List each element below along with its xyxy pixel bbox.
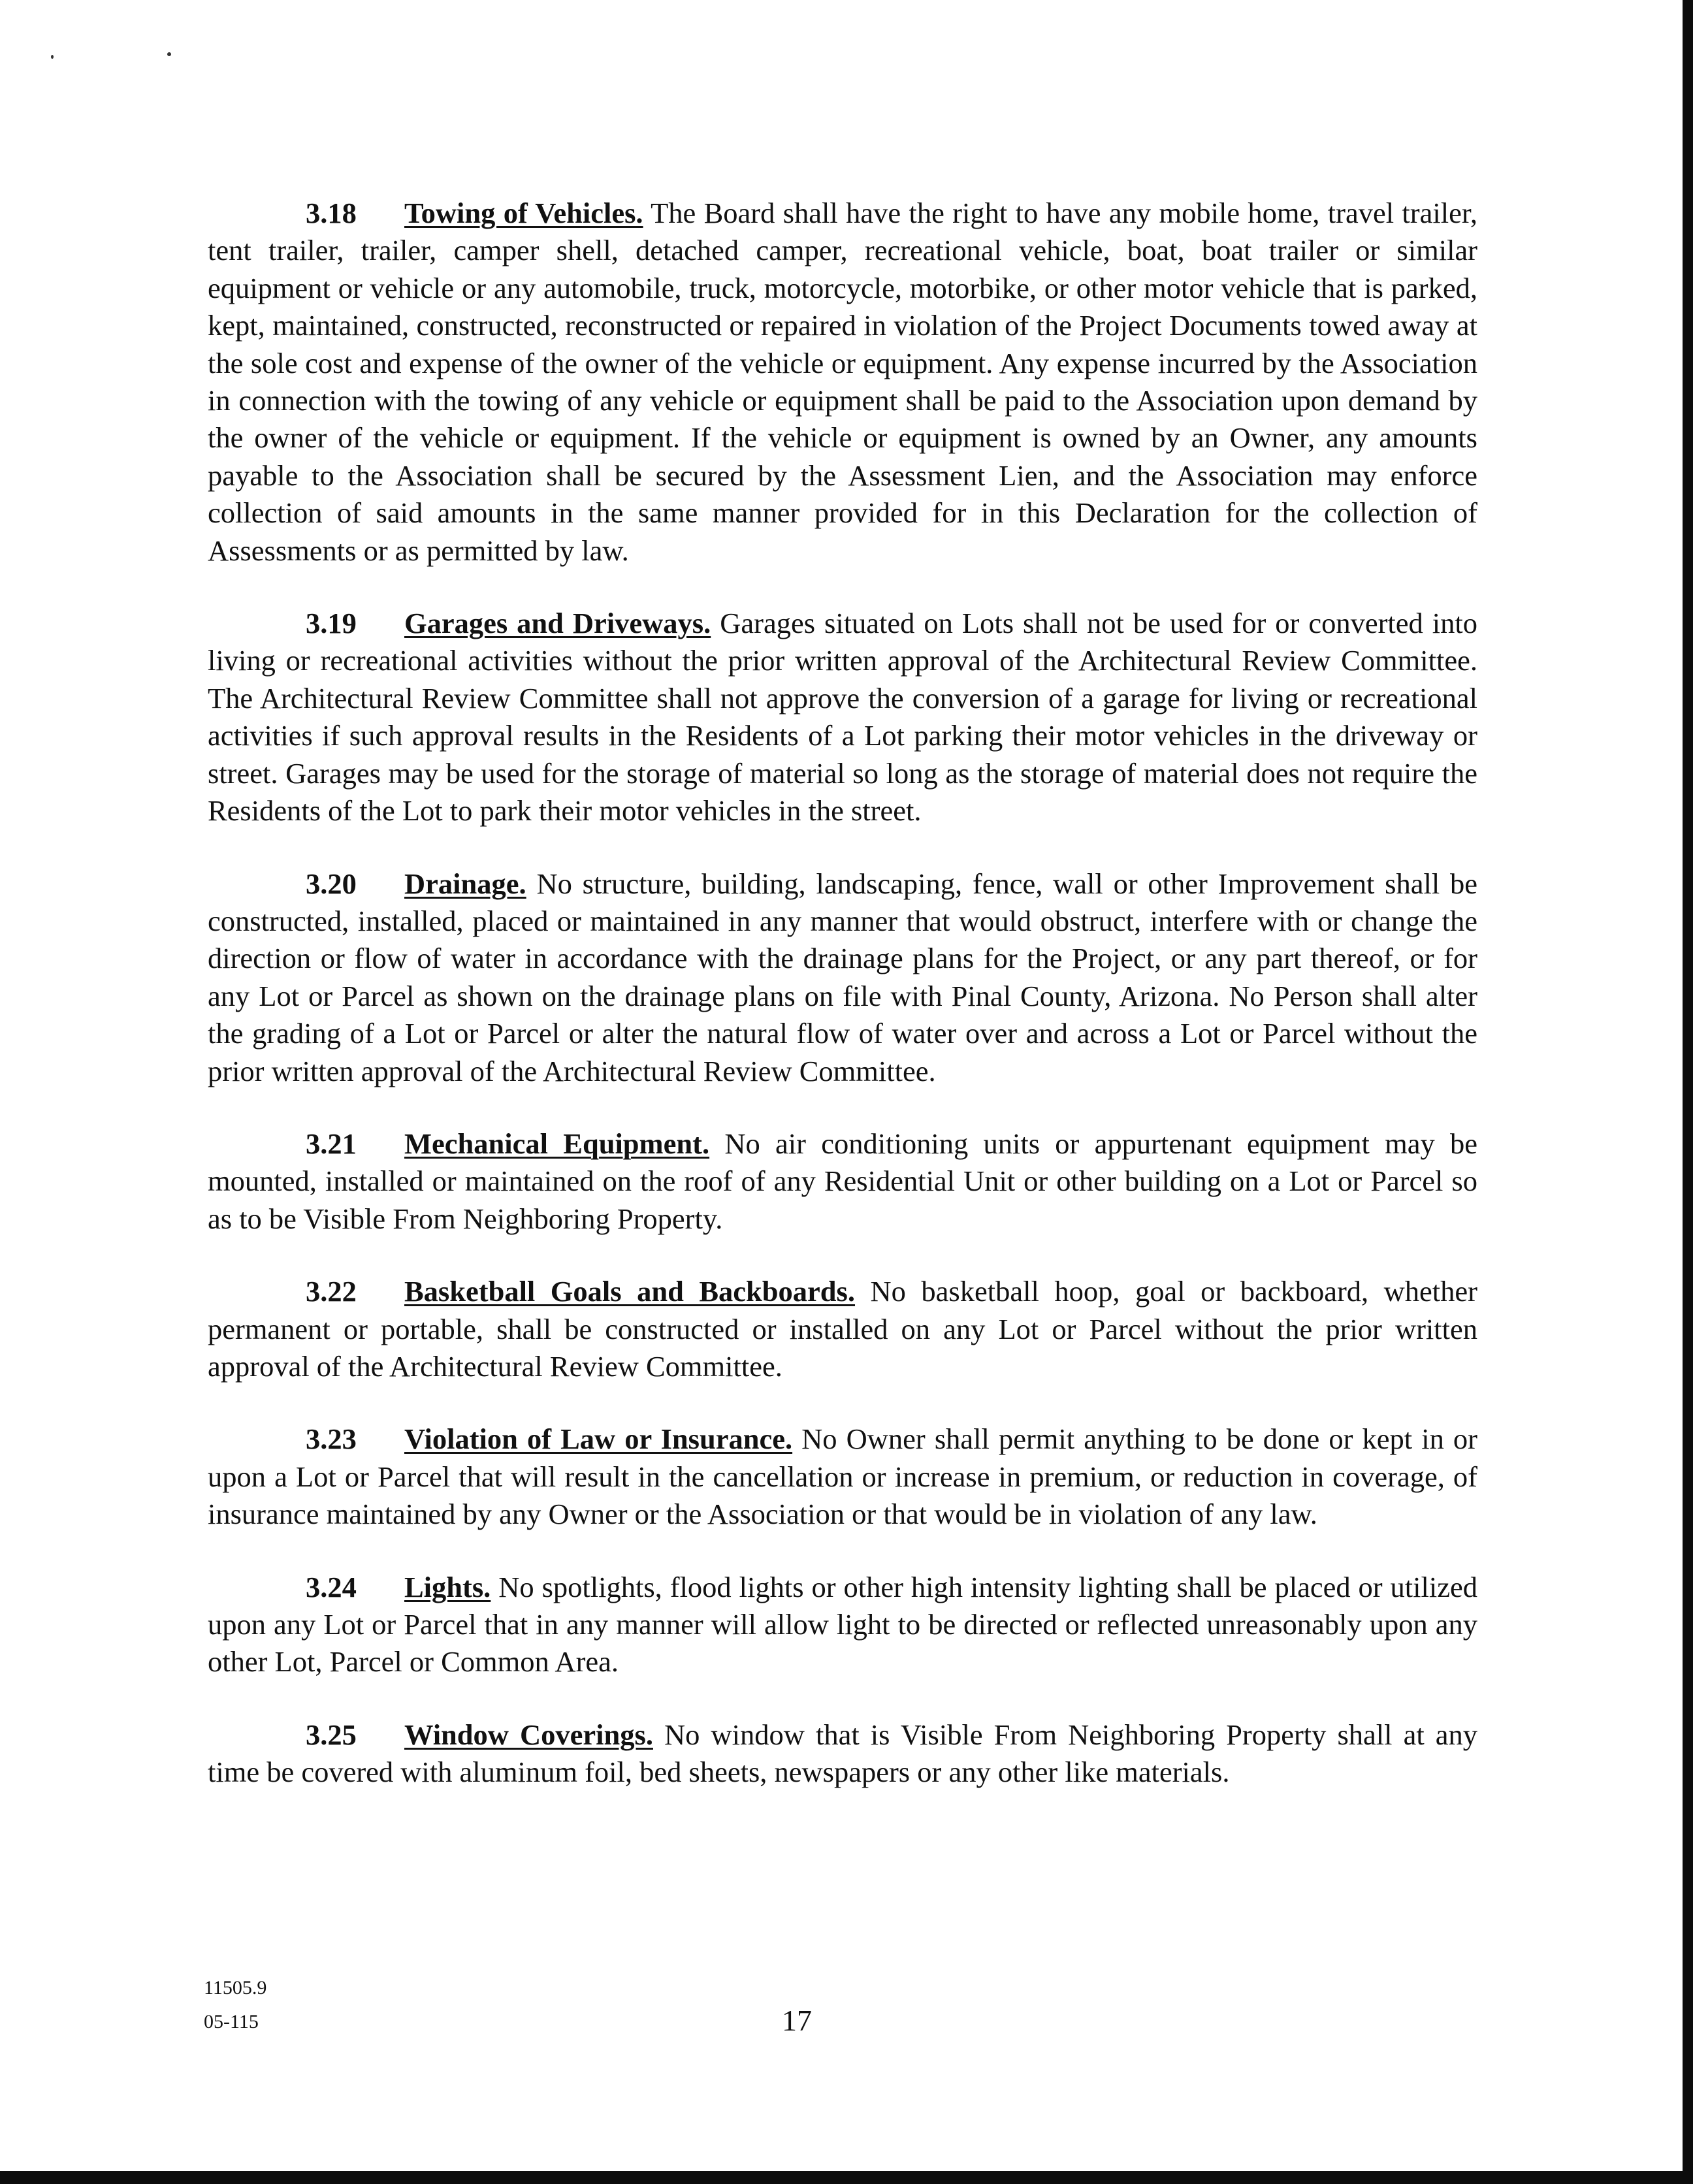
document-code: 05-115 xyxy=(204,2011,259,2032)
section-title: Violation of Law or Insurance. xyxy=(404,1422,793,1456)
section-3-21 xyxy=(208,1125,1477,1238)
section-number: 3.23 xyxy=(306,1422,357,1456)
section-title: Lights. xyxy=(404,1570,491,1603)
section-title: Window Coverings. xyxy=(404,1718,653,1751)
section-3-19 xyxy=(208,605,1477,829)
section-text: No structure, building, landscaping, fence, wall or other Improvement shall be constructed, installed, placed or maintained in any manner that would obstruct, interfere with or change the direction or flow of water in accordance with the drainage plans for the Project, or any part thereof, or for any Lot or Parcel as shown on the drainage plans on file with Pinal County, Arizona. No Person shall alter the grading of a Lot or Parcel or alter the natural flow of water over and across a Lot or Parcel without the prior written approval of the Architectural Review Committee. xyxy=(208,867,1477,1087)
scan-speck xyxy=(51,55,54,59)
section-3-18 xyxy=(208,195,1477,570)
section-3-24 xyxy=(208,1569,1477,1681)
section-number: 3.21 xyxy=(306,1127,357,1160)
section-3-23 xyxy=(208,1421,1477,1533)
section-text: Garages situated on Lots shall not be used for or converted into living or recreational activities without the prior written approval of the Architectural Review Committee. The Architectural Review Committee shall not approve the conversion of a garage for living or recreational activities if such approval results in the Residents of a Lot parking their motor vehicles in the driveway or street. Garages may be used for the storage of material so long as the storage of material does not require the Residents of the Lot to park their motor vehicles in the street. xyxy=(208,607,1478,827)
section-number: 3.24 xyxy=(306,1570,357,1603)
section-number: 3.20 xyxy=(306,867,357,900)
section-title: Garages and Driveways. xyxy=(404,607,711,640)
section-number: 3.18 xyxy=(306,197,357,229)
scan-border-right xyxy=(1683,0,1693,2184)
scan-speck xyxy=(167,52,171,56)
section-text: No Owner shall permit anything to be done or kept in or upon a Lot or Parcel that will result in the cancellation or increase in premium, or reduction in coverage, of insurance maintained by any Owner or the Association or that would be in violation of any law. xyxy=(208,1422,1477,1531)
section-3-20 xyxy=(208,865,1477,1090)
document-body xyxy=(208,195,1477,1827)
section-number: 3.19 xyxy=(306,607,357,640)
section-text: No air conditioning units or appurtenant equipment may be mounted, installed or maintained on the roof of any Residential Unit or other building on a Lot or Parcel so as to be Visible From Neighboring Property. xyxy=(208,1127,1477,1235)
section-3-25 xyxy=(208,1716,1477,1791)
section-number: 3.25 xyxy=(306,1718,357,1751)
section-title: Towing of Vehicles. xyxy=(404,197,643,229)
section-text: No spotlights, flood lights or other high intensity lighting shall be placed or utilized upon any Lot or Parcel that in any manner will allow light to be directed or reflected unreasonably upon any other Lot, Parcel or Common Area. xyxy=(208,1570,1477,1678)
section-title: Basketball Goals and Backboards. xyxy=(404,1275,856,1308)
section-title: Mechanical Equipment. xyxy=(404,1127,710,1160)
section-title: Drainage. xyxy=(404,867,526,900)
section-text: No window that is Visible From Neighboring Property shall at any time be covered with aluminum foil, bed sheets, newspapers or any other like materials. xyxy=(208,1718,1478,1789)
section-3-22 xyxy=(208,1273,1477,1385)
section-text: No basketball hoop, goal or backboard, whether permanent or portable, shall be constructed or installed on any Lot or Parcel without the prior written approval of the Architectural Review Committee. xyxy=(208,1275,1477,1383)
section-number: 3.22 xyxy=(306,1275,357,1308)
scan-border-bottom xyxy=(0,2171,1693,2184)
page-number: 17 xyxy=(782,2004,812,2037)
document-number: 11505.9 xyxy=(204,1977,267,1999)
section-text: The Board shall have the right to have any mobile home, travel trailer, tent trailer, trailer, camper shell, detached camper, recreational vehicle, boat, boat trailer or similar equipment or vehicle or any automobile, truck, motorcycle, motorbike, or other motor vehicle that is parked, kept, maintained, constructed, reconstructed or repaired in violation of the Project Documents towed away at the sole cost and expense of the owner of the vehicle or equipment. Any expense incurred by the Association in connection with the towing of any vehicle or equipment shall be paid to the Association upon demand by the owner of the vehicle or equipment. If the vehicle or equipment is owned by an Owner, any amounts payable to the Association shall be secured by the Assessment Lien, and the Association may enforce collection of said amounts in the same manner provided for in this Declaration for the collection of Assessments or as permitted by law. xyxy=(208,197,1477,567)
